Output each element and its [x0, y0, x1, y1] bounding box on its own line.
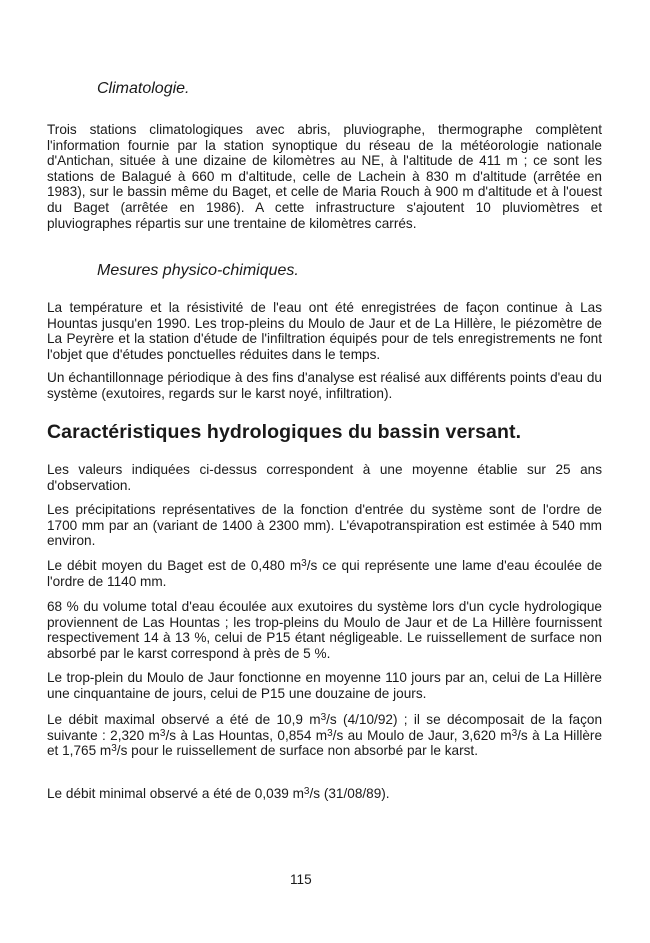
- subheading-climatologie: Climatologie.: [97, 80, 190, 97]
- paragraph-hydro-6: Le débit maximal observé a été de 10,9 $m^3/s$ (4/10/92) ; il se décomposait de la façon suivante : 2,320 $m^3/s$ à Las Hountas, 0,854 $m^3/s$ au Moulo de Jaur, 3,620 $m^3/s$ à La Hillère et 1,765 $m^3/s$ pour le ruissellement de surface non absorbé par le karst.: [47, 712, 603, 759]
- subheading-mesures: Mesures physico-chimiques.: [97, 262, 299, 279]
- paragraph-climatologie: Trois stations climatologiques avec abris, pluviographe, thermographe complètent l'information fournie par la station synoptique du réseau de la météorologie nationale d'Antichan, située à une dizaine de kilomètres au NE, à l'altitude de 411 m ; ce sont les stations de Balagué à 660 m d'altitude, celle de Lachein à 830 m d'altitude (arrêtée en 1983), sur le bassin même du Baget, et celle de Maria Rouch à 900 m d'altitude et à l'ouest du Baget (arrêtée en 1986). A cette infrastructure s'ajoutent 10 pluviomètres et pluviographes répartis sur une trentaine de kilomètres carrés.: [47, 122, 602, 231]
- paragraph-hydro-5: Le trop-plein du Moulo de Jaur fonctionne en moyenne 110 jours par an, celui de La Hillère une cinquantaine de jours, celui de P15 une douzaine de jours.: [47, 670, 602, 701]
- paragraph-hydro-3: Le débit moyen du Baget est de 0,480 $m^3/s$ ce qui représente une lame d'eau écoulée de l'ordre de 1140 mm.: [47, 558, 603, 589]
- paragraph-hydro-7: Le débit minimal observé a été de 0,039 $m^3/s$ (31/08/89).: [47, 786, 390, 801]
- page-number: 115: [290, 872, 312, 887]
- paragraph-hydro-2: Les précipitations représentatives de la fonction d'entrée du système sont de l'ordre de 1700 mm par an (variant de 1400 à 2300 mm). L'évapotranspiration est estimée à 540 mm environ.: [47, 502, 602, 549]
- section-heading-hydrologie: Caractéristiques hydrologiques du bassin versant.: [47, 421, 522, 443]
- paragraph-mesures-1: La température et la résistivité de l'eau ont été enregistrées de façon continue à Las Hountas jusqu'en 1990. Les trop-pleins du Moulo de Jaur et de La Hillère, le piézomètre de La Peyrère et la station d'étude de l'infiltration équipés pour de tels enregistrements ne font l'objet que d'études ponctuelles réduites dans le temps.: [47, 300, 602, 362]
- paragraph-hydro-1: Les valeurs indiquées ci-dessus correspondent à une moyenne établie sur 25 ans d'observation.: [47, 462, 602, 493]
- paragraph-hydro-4: 68 % du volume total d'eau écoulée aux exutoires du système lors d'un cycle hydrologique proviennent de Las Hountas ; les trop-pleins du Moulo de Jaur et de La Hillère fournissent respectivement 14 à 13 %, celui de P15 étant négligeable. Le ruissellement de surface non absorbé par le karst correspond à près de 5 %.: [47, 599, 602, 661]
- paragraph-mesures-2: Un échantillonnage périodique à des fins d'analyse est réalisé aux différents points d'eau du système (exutoires, regards sur le karst noyé, infiltration).: [47, 370, 602, 401]
